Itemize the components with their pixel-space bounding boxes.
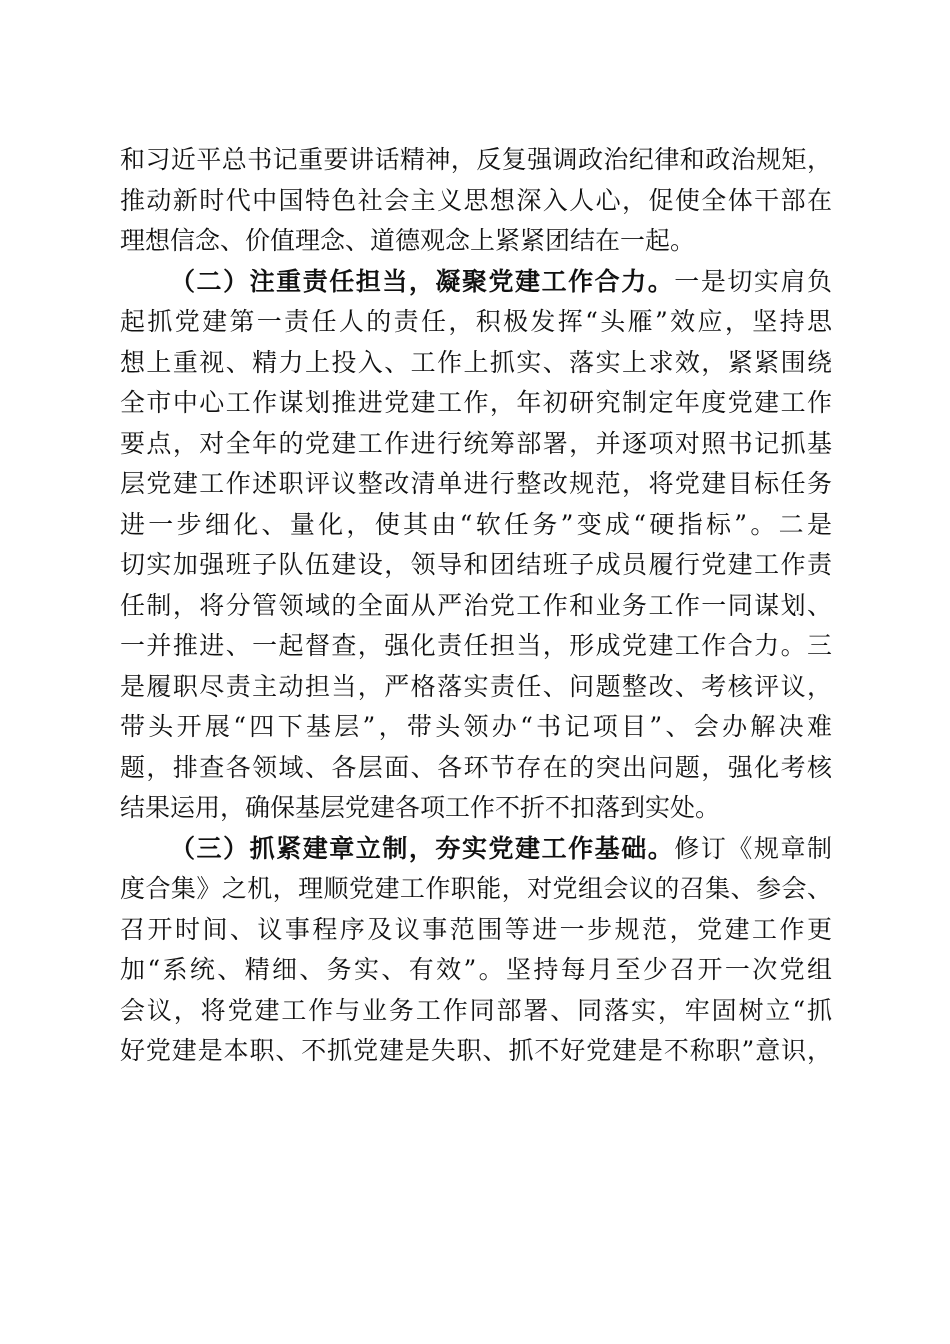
paragraph2-line: 结果运用，确保基层党建各项工作不折不扣落到实处。 (120, 793, 721, 822)
paragraph2-line: 带头开展“四下基层”，带头领办“书记项目”、会办解决难 (120, 712, 832, 741)
paragraph2-line: 要点，对全年的党建工作进行统筹部署，并逐项对照书记抓基 (120, 428, 832, 458)
paragraph3-line: 加“系统、精细、务实、有效”。坚持每月至少召开一次党组 (120, 955, 832, 984)
paragraph1-line: 理想信念、价值理念、道德观念上紧紧团结在一起。 (120, 226, 696, 255)
paragraph3-line: 度合集》之机，理顺党建工作职能，对党组会议的召集、参会、 (120, 874, 832, 903)
paragraph2-line: 任制，将分管领域的全面从严治党工作和业务工作一同谋划、 (120, 590, 832, 620)
paragraph3-first-line (120, 829, 832, 870)
paragraph3-line: 好党建是本职、不抓党建是失职、抓不好党建是不称职”意识， (120, 1036, 832, 1065)
document-body (120, 140, 832, 1072)
paragraph2-line: 切实加强班子队伍建设，领导和团结班子成员履行党建工作责 (120, 550, 832, 579)
paragraph3-line: 召开时间、议事程序及议事范围等进一步规范，党建工作更 (120, 914, 832, 944)
paragraph2-line: 题，排查各领域、各层面、各环节存在的突出问题，强化考核 (120, 752, 832, 782)
paragraph3-heading: （三）抓紧建章立制，夯实党建工作基础。 (170, 833, 675, 863)
paragraph3-line: 会议，将党建工作与业务工作同部署、同落实，牢固树立“抓 (120, 995, 832, 1025)
paragraph1-line: 推动新时代中国特色社会主义思想深入人心，促使全体干部在 (120, 185, 832, 215)
paragraph2-line: 是履职尽责主动担当，严格落实责任、问题整改、考核评议， (120, 671, 832, 701)
paragraph3-first-line-text: 修订《规章制 (674, 833, 832, 863)
paragraph2-line: 层党建工作述职评议整改清单进行整改规范，将党建目标任务 (120, 469, 832, 498)
paragraph2-line: 想上重视、精力上投入、工作上抓实、落实上求效，紧紧围绕 (120, 347, 832, 377)
paragraph2-first-line-text: 一是切实肩负 (674, 266, 832, 296)
paragraph2-line: 全市中心工作谋划推进党建工作，年初研究制定年度党建工作 (120, 388, 832, 417)
paragraph2-line: 起抓党建第一责任人的责任，积极发挥“头雁”效应，坚持思 (120, 307, 832, 336)
paragraph1-line: 和习近平总书记重要讲话精神，反复强调政治纪律和政治规矩， (120, 145, 832, 174)
paragraph2-line: 一并推进、一起督查，强化责任担当，形成党建工作合力。三 (120, 631, 832, 660)
paragraph2-heading: （二）注重责任担当，凝聚党建工作合力。 (170, 266, 675, 296)
paragraph2-line: 进一步细化、量化，使其由“软任务”变成“硬指标”。二是 (120, 509, 832, 539)
paragraph2-first-line (120, 262, 832, 303)
